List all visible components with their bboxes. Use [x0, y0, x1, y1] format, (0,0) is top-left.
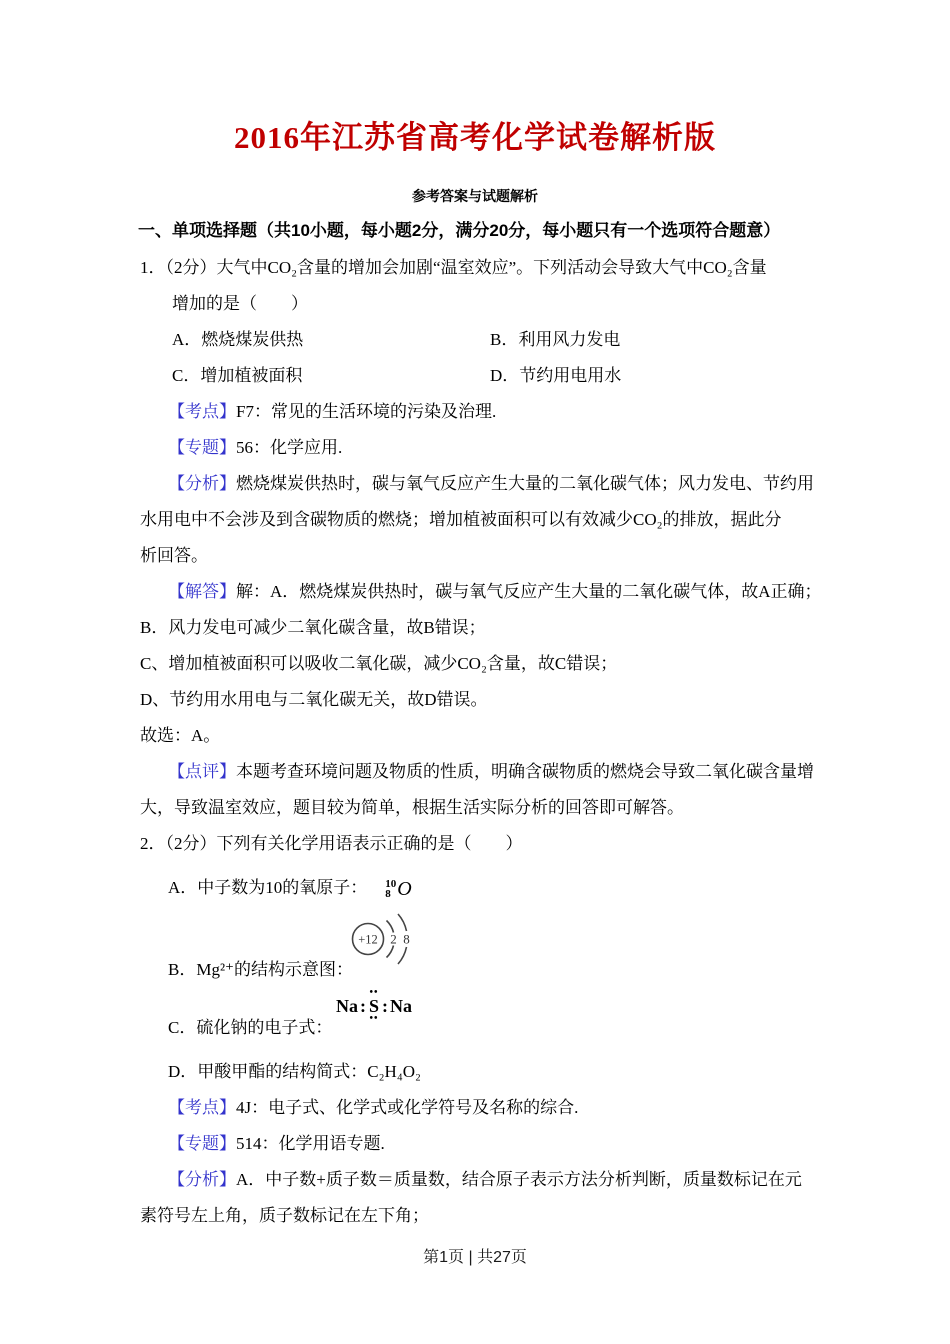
- isotope-mass-number: 10: [385, 878, 397, 891]
- page-indicator: 第1页 | 共27页: [423, 1249, 527, 1266]
- document-subtitle: 参考答案与试题解析: [412, 188, 538, 204]
- topic-label: 【专题】: [168, 438, 236, 457]
- q1-answer-line3: C、增加植被面积可以吸收二氧化碳，减少CO₂含量，故C错误；: [140, 654, 618, 673]
- electron-dot-formula: [336, 987, 413, 1024]
- answer-label: 【解答】: [168, 582, 236, 601]
- q1-options-row-cd: [140, 358, 830, 394]
- q2-topic: [140, 1126, 830, 1162]
- q1-option-d: D．节约用电用水: [490, 366, 622, 385]
- shell2-electrons: 8: [403, 931, 410, 947]
- q1-topic: [140, 430, 830, 466]
- q1-analysis-line3: 析回答。: [140, 546, 208, 565]
- formula-colon-right: :: [382, 996, 389, 1016]
- q2-stem: [140, 826, 830, 862]
- q1-topic-text: 56：化学应用.: [236, 438, 343, 457]
- q2-option-b: [140, 908, 830, 992]
- q1-answer-line4: D、节约用水用电与二氧化碳无关，故D错误。: [140, 690, 488, 709]
- page-title: 2016年江苏省高考化学试卷解析版: [234, 120, 716, 155]
- nucleus-charge: +12: [358, 932, 378, 947]
- q2-topic-text: 514：化学用语专题.: [236, 1134, 385, 1153]
- q2-option-b-text: B．Mg²⁺的结构示意图：: [168, 960, 354, 979]
- q1-options-row-ab: [140, 322, 830, 358]
- sulfur-dots-top: ••: [369, 987, 379, 998]
- q2-analysis-line2: 素符号左上角，质子数标记在左下角；: [140, 1206, 429, 1225]
- q2-option-d: D．甲酸甲酯的结构简式：C₂H₄O₂: [168, 1062, 421, 1081]
- q2-option-a-text: A．中子数为10的氧原子：: [168, 878, 368, 897]
- q1-option-c: C．增加植被面积: [172, 366, 303, 385]
- atomic-structure-diagram: [345, 908, 425, 970]
- q1-stem-line2: 增加的是（ ）: [172, 294, 308, 313]
- exam-point-label: 【考点】: [168, 1098, 236, 1117]
- analysis-label: 【分析】: [168, 474, 236, 493]
- q1-stem-line1: [140, 250, 830, 286]
- exam-point-label: 【考点】: [168, 402, 236, 421]
- q1-analysis-line2: 水用电中不会涉及到含碳物质的燃烧；增加植被面积可以有效减少CO₂的排放，据此分: [140, 510, 782, 529]
- q2-option-c: [140, 987, 830, 1054]
- q2-exam-point: [140, 1090, 830, 1126]
- q2-option-c-text: C．硫化钠的电子式：: [168, 1018, 333, 1037]
- q1-answer-text1: 解：A．燃烧煤炭供热时，碳与氧气反应产生大量的二氧化碳气体，故A正确；: [236, 582, 822, 601]
- q2-analysis-text1: A．中子数+质子数＝质量数，结合原子表示方法分析判断，质量数标记在元: [236, 1170, 802, 1189]
- isotope-element-symbol: O: [397, 878, 412, 901]
- formula-na-left: Na: [336, 996, 358, 1016]
- formula-colon-left: :: [360, 996, 366, 1016]
- q1-exam-point-text: F7：常见的生活环境的污染及治理.: [236, 402, 497, 421]
- q1-option-a: A．燃烧煤炭供热: [172, 330, 304, 349]
- formula-na-right: Na: [390, 996, 413, 1016]
- isotope-proton-number: 8: [385, 888, 391, 901]
- q2-exam-point-text: 4J：电子式、化学式或化学符号及名称的综合.: [236, 1098, 579, 1117]
- q1-answer-line1: [140, 574, 830, 610]
- q1-comment-line2: 大，导致温室效应，题目较为简单，根据生活实际分析的回答即可解答。: [140, 798, 684, 817]
- sulfur-symbol: S: [369, 996, 380, 1016]
- topic-label: 【专题】: [168, 1134, 236, 1153]
- q1-exam-point: [140, 394, 830, 430]
- q1-comment-line1: [140, 754, 830, 790]
- shell1-electrons: 2: [390, 931, 397, 947]
- document-body: [140, 250, 830, 1234]
- q1-answer-conclusion: 故选：A。: [140, 726, 221, 745]
- q1-analysis-line1: [140, 466, 830, 502]
- isotope-notation: [385, 869, 411, 909]
- q1-analysis-text1: 燃烧煤炭供热时，碳与氧气反应产生大量的二氧化碳气体；风力发电、节约用: [236, 474, 814, 493]
- q1-stem-text: （2分）大气中CO₂含量的增加会加剧“温室效应”。下列活动会导致大气中CO₂含量: [165, 258, 767, 277]
- section-heading: 一、单项选择题（共10小题，每小题2分，满分20分，每小题只有一个选项符合题意）: [138, 221, 781, 240]
- q1-comment-text1: 本题考查环境问题及物质的性质，明确含碳物质的燃烧会导致二氧化碳含量增: [236, 762, 814, 781]
- q1-number: 1．: [140, 258, 166, 277]
- q2-stem-text: （2分）下列有关化学用语表示正确的是（ ）: [165, 834, 523, 853]
- q2-analysis-line1: [140, 1162, 830, 1198]
- formula-sulfur: [368, 987, 380, 1024]
- q2-number: 2．: [140, 834, 166, 853]
- sulfur-dots-bottom: ••: [369, 1013, 379, 1024]
- q1-answer-line2: B．风力发电可减少二氧化碳含量，故B错误；: [140, 618, 486, 637]
- analysis-label: 【分析】: [168, 1170, 236, 1189]
- q2-option-a: [140, 868, 830, 908]
- comment-label: 【点评】: [168, 762, 236, 781]
- q1-option-b: B．利用风力发电: [490, 330, 621, 349]
